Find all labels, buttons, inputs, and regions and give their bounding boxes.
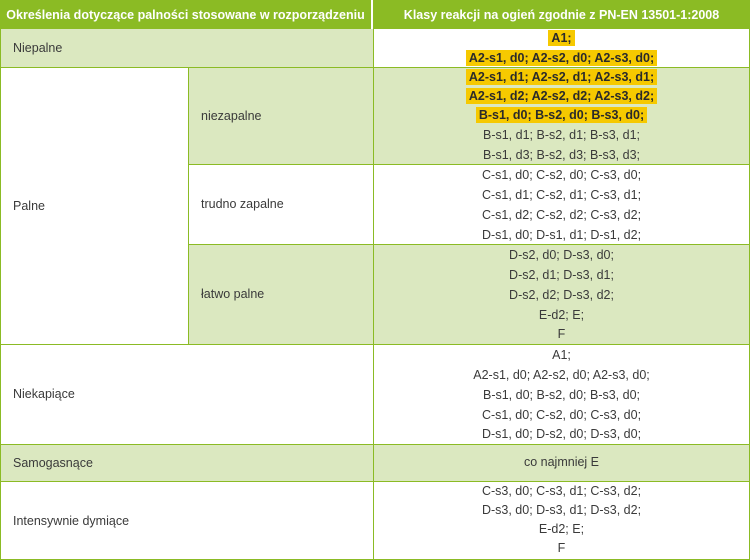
row-latwo-palne-classes [373, 244, 750, 344]
class-line: D-s1, d0; D-s1, d1; D-s1, d2; [481, 228, 642, 242]
class-line: E-d2; E; [538, 308, 585, 322]
class-line: A1; [374, 28, 749, 48]
header-col-terms: Określenia dotyczące palności stosowane w rozporządzeniu [0, 0, 373, 29]
grid-line [188, 67, 189, 344]
class-line: D-s1, d0; D-s2, d0; D-s3, d0; [481, 427, 642, 441]
class-line: D-s2, d0; D-s3, d0; [509, 248, 614, 262]
class-line: C-s1, d2; C-s2, d2; C-s3, d2; [481, 208, 642, 222]
grid-line [0, 67, 750, 68]
class-line: D-s2, d1; D-s3, d1; [509, 268, 614, 282]
class-line: B-s1, d3; B-s2, d3; B-s3, d3; [482, 148, 641, 162]
class-line: E-d2; E; [538, 522, 585, 536]
class-line: C-s1, d0; C-s2, d0; C-s3, d0; [481, 168, 642, 182]
class-line: F [557, 541, 566, 555]
class-line: A2-s1, d0; A2-s2, d0; A2-s3, d0; [473, 368, 650, 382]
row-latwo-palne-label: łatwo palne [188, 244, 373, 344]
class-line: B-s1, d0; B-s2, d0; B-s3, d0; [373, 105, 750, 125]
row-trudno-zapalne-classes [373, 164, 750, 244]
row-niekapiace-classes [373, 344, 750, 444]
class-line: C-s3, d0; C-s3, d1; C-s3, d2; [481, 484, 642, 498]
grid-line [188, 244, 750, 245]
row-niekapiace-label: Niekapiące [0, 344, 373, 444]
class-line: A1; [552, 348, 571, 362]
row-trudno-zapalne-label: trudno zapalne [188, 164, 373, 244]
class-line: C-s1, d0; C-s2, d0; C-s3, d0; [481, 408, 642, 422]
grid-line [0, 481, 750, 482]
row-niepalne-label: Niepalne [0, 29, 373, 67]
grid-line [0, 344, 750, 345]
class-line: F [557, 327, 566, 341]
row-palne-label: Palne [0, 67, 188, 344]
class-line: D-s2, d2; D-s3, d2; [509, 288, 614, 302]
class-line: B-s1, d0; B-s2, d0; B-s3, d0; [482, 388, 641, 402]
row-niepalne-classes [373, 29, 750, 67]
class-line: D-s3, d0; D-s3, d1; D-s3, d2; [481, 503, 642, 517]
row-dymiace-label: Intensywnie dymiące [0, 481, 373, 560]
grid-line [188, 164, 750, 165]
class-line: co najmniej E [523, 455, 600, 469]
row-dymiace-classes [373, 481, 750, 560]
row-samogasnace-label: Samogasnące [0, 444, 373, 481]
class-line: A2-s1, d1; A2-s2, d1; A2-s3, d1; [373, 67, 750, 87]
class-line: C-s1, d1; C-s2, d1; C-s3, d1; [481, 188, 642, 202]
class-line: A2-s1, d0; A2-s2, d0; A2-s3, d0; [374, 48, 749, 68]
row-samogasnace-classes [373, 444, 750, 481]
grid-line [0, 444, 750, 445]
row-niezapalne-label: niezapalne [188, 67, 373, 164]
class-line: B-s1, d1; B-s2, d1; B-s3, d1; [482, 128, 641, 142]
class-line: A2-s1, d2; A2-s2, d2; A2-s3, d2; [373, 86, 750, 106]
row-niezapalne-classes [373, 67, 750, 164]
header-col-classes: Klasy reakcji na ogień zgodnie z PN-EN 13501-1:2008 [373, 0, 750, 29]
